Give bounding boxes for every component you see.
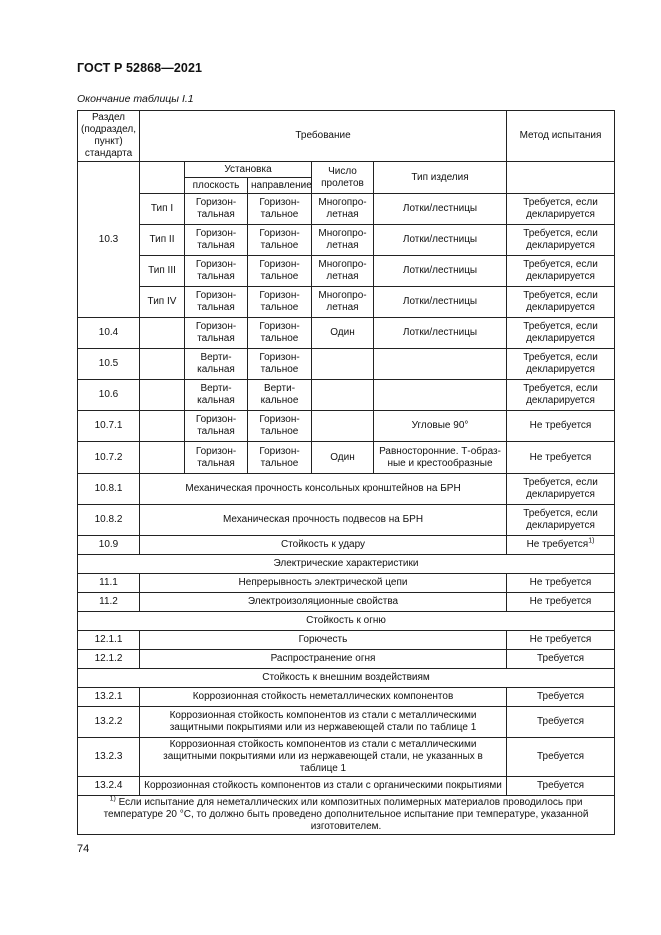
table-row <box>78 707 615 738</box>
group-header-row <box>78 555 615 574</box>
spans-cell: Один <box>312 442 374 474</box>
method-cell: Требуется <box>507 688 615 707</box>
document-title: ГОСТ Р 52868—2021 <box>77 61 203 75</box>
method-cell: Требуется <box>507 650 615 669</box>
plane-cell: Горизон-тальная <box>185 194 248 225</box>
requirement-cell: Стойкость к удару <box>140 536 507 555</box>
method-cell: Не требуется <box>507 593 615 612</box>
type-cell: Тип I <box>140 194 185 225</box>
footnote <box>78 796 615 835</box>
type-cell <box>140 442 185 474</box>
table-row <box>78 738 615 777</box>
group-title: Стойкость к внешним воздействиям <box>78 669 615 688</box>
table-row <box>78 688 615 707</box>
requirement-cell: Коррозионная стойкость компонентов из стали с органическими покрытиями <box>140 777 507 796</box>
direction-cell: Горизон-тальное <box>248 349 312 380</box>
table-row <box>78 380 615 411</box>
method-cell: Требуется, если декларируется <box>507 380 615 411</box>
table-row <box>78 536 615 555</box>
header-installation: Установка <box>185 162 312 178</box>
requirement-cell: Коррозионная стойкость неметаллических компонентов <box>140 688 507 707</box>
type-cell <box>140 318 185 349</box>
header-requirement: Требование <box>140 111 507 162</box>
product-cell: Лотки/лестницы <box>374 287 507 318</box>
table-row <box>78 318 615 349</box>
spans-cell <box>312 411 374 442</box>
section-cell: 13.2.2 <box>78 707 140 738</box>
header-plane: плоскость <box>185 178 248 194</box>
spans-cell: Многопро-летная <box>312 194 374 225</box>
method-cell <box>507 536 615 555</box>
plane-cell: Горизон-тальная <box>185 256 248 287</box>
direction-cell: Горизон-тальное <box>248 225 312 256</box>
group-title: Электрические характеристики <box>78 555 615 574</box>
table-row <box>78 631 615 650</box>
method-cell: Требуется, если декларируется <box>507 349 615 380</box>
table-row <box>78 256 615 287</box>
section-cell: 10.5 <box>78 349 140 380</box>
requirement-cell: Механическая прочность консольных кронштейнов на БРН <box>140 474 507 505</box>
direction-cell: Горизон-тальное <box>248 256 312 287</box>
method-cell: Требуется, если декларируется <box>507 225 615 256</box>
method-cell: Требуется, если декларируется <box>507 318 615 349</box>
requirement-cell: Горючесть <box>140 631 507 650</box>
table-row <box>78 225 615 256</box>
direction-cell: Горизон-тальное <box>248 194 312 225</box>
subheader-row <box>78 162 615 178</box>
product-cell: Лотки/лестницы <box>374 318 507 349</box>
footnote-text: Если испытание для неметаллических или композитных полимерных материалов проводилось при температуре 20 °С, то должно быть проведено дополнительное испытание при температуре, указанной изготовителем. <box>103 797 589 832</box>
method-cell: Не требуется <box>507 442 615 474</box>
direction-cell: Горизон-тальное <box>248 442 312 474</box>
section-cell: 10.7.2 <box>78 442 140 474</box>
requirement-cell: Распространение огня <box>140 650 507 669</box>
section-cell: 12.1.2 <box>78 650 140 669</box>
method-cell: Не требуется <box>507 411 615 442</box>
direction-cell: Горизон-тальное <box>248 411 312 442</box>
method-cell: Требуется, если декларируется <box>507 287 615 318</box>
group-header-row <box>78 669 615 688</box>
direction-cell: Горизон-тальное <box>248 287 312 318</box>
product-cell: Лотки/лестницы <box>374 194 507 225</box>
section-cell: 10.8.1 <box>78 474 140 505</box>
header-section: Раздел (подраздел, пункт) стандарта <box>78 111 140 162</box>
spans-cell: Один <box>312 318 374 349</box>
table-row <box>78 287 615 318</box>
method-cell: Требуется <box>507 777 615 796</box>
footnote-mark: 1) <box>109 795 116 803</box>
product-cell: Лотки/лестницы <box>374 256 507 287</box>
type-cell <box>140 380 185 411</box>
section-cell: 13.2.4 <box>78 777 140 796</box>
method-cell: Требуется <box>507 738 615 777</box>
method-cell: Требуется, если декларируется <box>507 256 615 287</box>
section-cell: 11.2 <box>78 593 140 612</box>
group-header-row <box>78 612 615 631</box>
table-row <box>78 474 615 505</box>
method-text: Не требуется <box>526 539 589 550</box>
section-cell: 10.8.2 <box>78 505 140 536</box>
method-cell: Требуется, если декларируется <box>507 505 615 536</box>
table-row <box>78 593 615 612</box>
plane-cell: Горизон-тальная <box>185 442 248 474</box>
table-row <box>78 411 615 442</box>
section-cell: 11.1 <box>78 574 140 593</box>
method-cell: Не требуется <box>507 574 615 593</box>
plane-cell: Горизон-тальная <box>185 411 248 442</box>
method-cell: Требуется, если декларируется <box>507 474 615 505</box>
section-cell: 10.3 <box>78 162 140 318</box>
requirement-cell: Механическая прочность подвесов на БРН <box>140 505 507 536</box>
product-cell: Лотки/лестницы <box>374 225 507 256</box>
table-row <box>78 442 615 474</box>
header-product-type: Тип изделия <box>374 162 507 194</box>
table-row <box>78 650 615 669</box>
table-row <box>78 505 615 536</box>
spans-cell: Многопро-летная <box>312 287 374 318</box>
spans-cell: Многопро-летная <box>312 225 374 256</box>
direction-cell: Верти-кальное <box>248 380 312 411</box>
section-cell: 13.2.3 <box>78 738 140 777</box>
method-header-cell <box>507 162 615 194</box>
plane-cell: Горизон-тальная <box>185 318 248 349</box>
type-cell <box>140 349 185 380</box>
requirement-cell: Электроизоляционные свойства <box>140 593 507 612</box>
footnote-row <box>78 796 615 835</box>
requirement-cell: Коррозионная стойкость компонентов из стали с металлическими защитными покрытиями или из нержавеющей стали по таблице 1 <box>140 707 507 738</box>
header-method: Метод испытания <box>507 111 615 162</box>
type-cell: Тип III <box>140 256 185 287</box>
section-cell: 10.4 <box>78 318 140 349</box>
type-cell: Тип II <box>140 225 185 256</box>
type-header-cell <box>140 162 185 194</box>
header-direction: направление <box>248 178 312 194</box>
table-row <box>78 777 615 796</box>
requirement-cell: Непрерывность электрической цепи <box>140 574 507 593</box>
table-row <box>78 574 615 593</box>
spans-cell: Многопро-летная <box>312 256 374 287</box>
type-cell: Тип IV <box>140 287 185 318</box>
product-cell <box>374 380 507 411</box>
table-row <box>78 194 615 225</box>
spans-cell <box>312 349 374 380</box>
section-cell: 10.9 <box>78 536 140 555</box>
header-spans: Число пролетов <box>312 162 374 194</box>
table-row <box>78 349 615 380</box>
footnote-marker: 1) <box>588 537 595 545</box>
section-cell: 13.2.1 <box>78 688 140 707</box>
plane-cell: Верти-кальная <box>185 349 248 380</box>
page-number: 74 <box>77 843 90 855</box>
product-cell: Угловые 90° <box>374 411 507 442</box>
method-cell: Требуется, если декларируется <box>507 194 615 225</box>
plane-cell: Горизон-тальная <box>185 225 248 256</box>
method-cell: Не требуется <box>507 631 615 650</box>
plane-cell: Верти-кальная <box>185 380 248 411</box>
table-caption: Окончание таблицы I.1 <box>77 93 194 105</box>
header-row <box>78 111 615 162</box>
product-cell <box>374 349 507 380</box>
group-title: Стойкость к огню <box>78 612 615 631</box>
requirements-table <box>77 110 615 835</box>
spans-cell <box>312 380 374 411</box>
section-cell: 12.1.1 <box>78 631 140 650</box>
direction-cell: Горизон-тальное <box>248 318 312 349</box>
method-cell: Требуется <box>507 707 615 738</box>
type-cell <box>140 411 185 442</box>
section-cell: 10.7.1 <box>78 411 140 442</box>
requirement-cell: Коррозионная стойкость компонентов из стали с металлическими защитными покрытиями или из нержавеющей стали, не указанных в таблице 1 <box>140 738 507 777</box>
plane-cell: Горизон-тальная <box>185 287 248 318</box>
section-cell: 10.6 <box>78 380 140 411</box>
product-cell: Равносторонние. Т-образ-ные и крестообразные <box>374 442 507 474</box>
